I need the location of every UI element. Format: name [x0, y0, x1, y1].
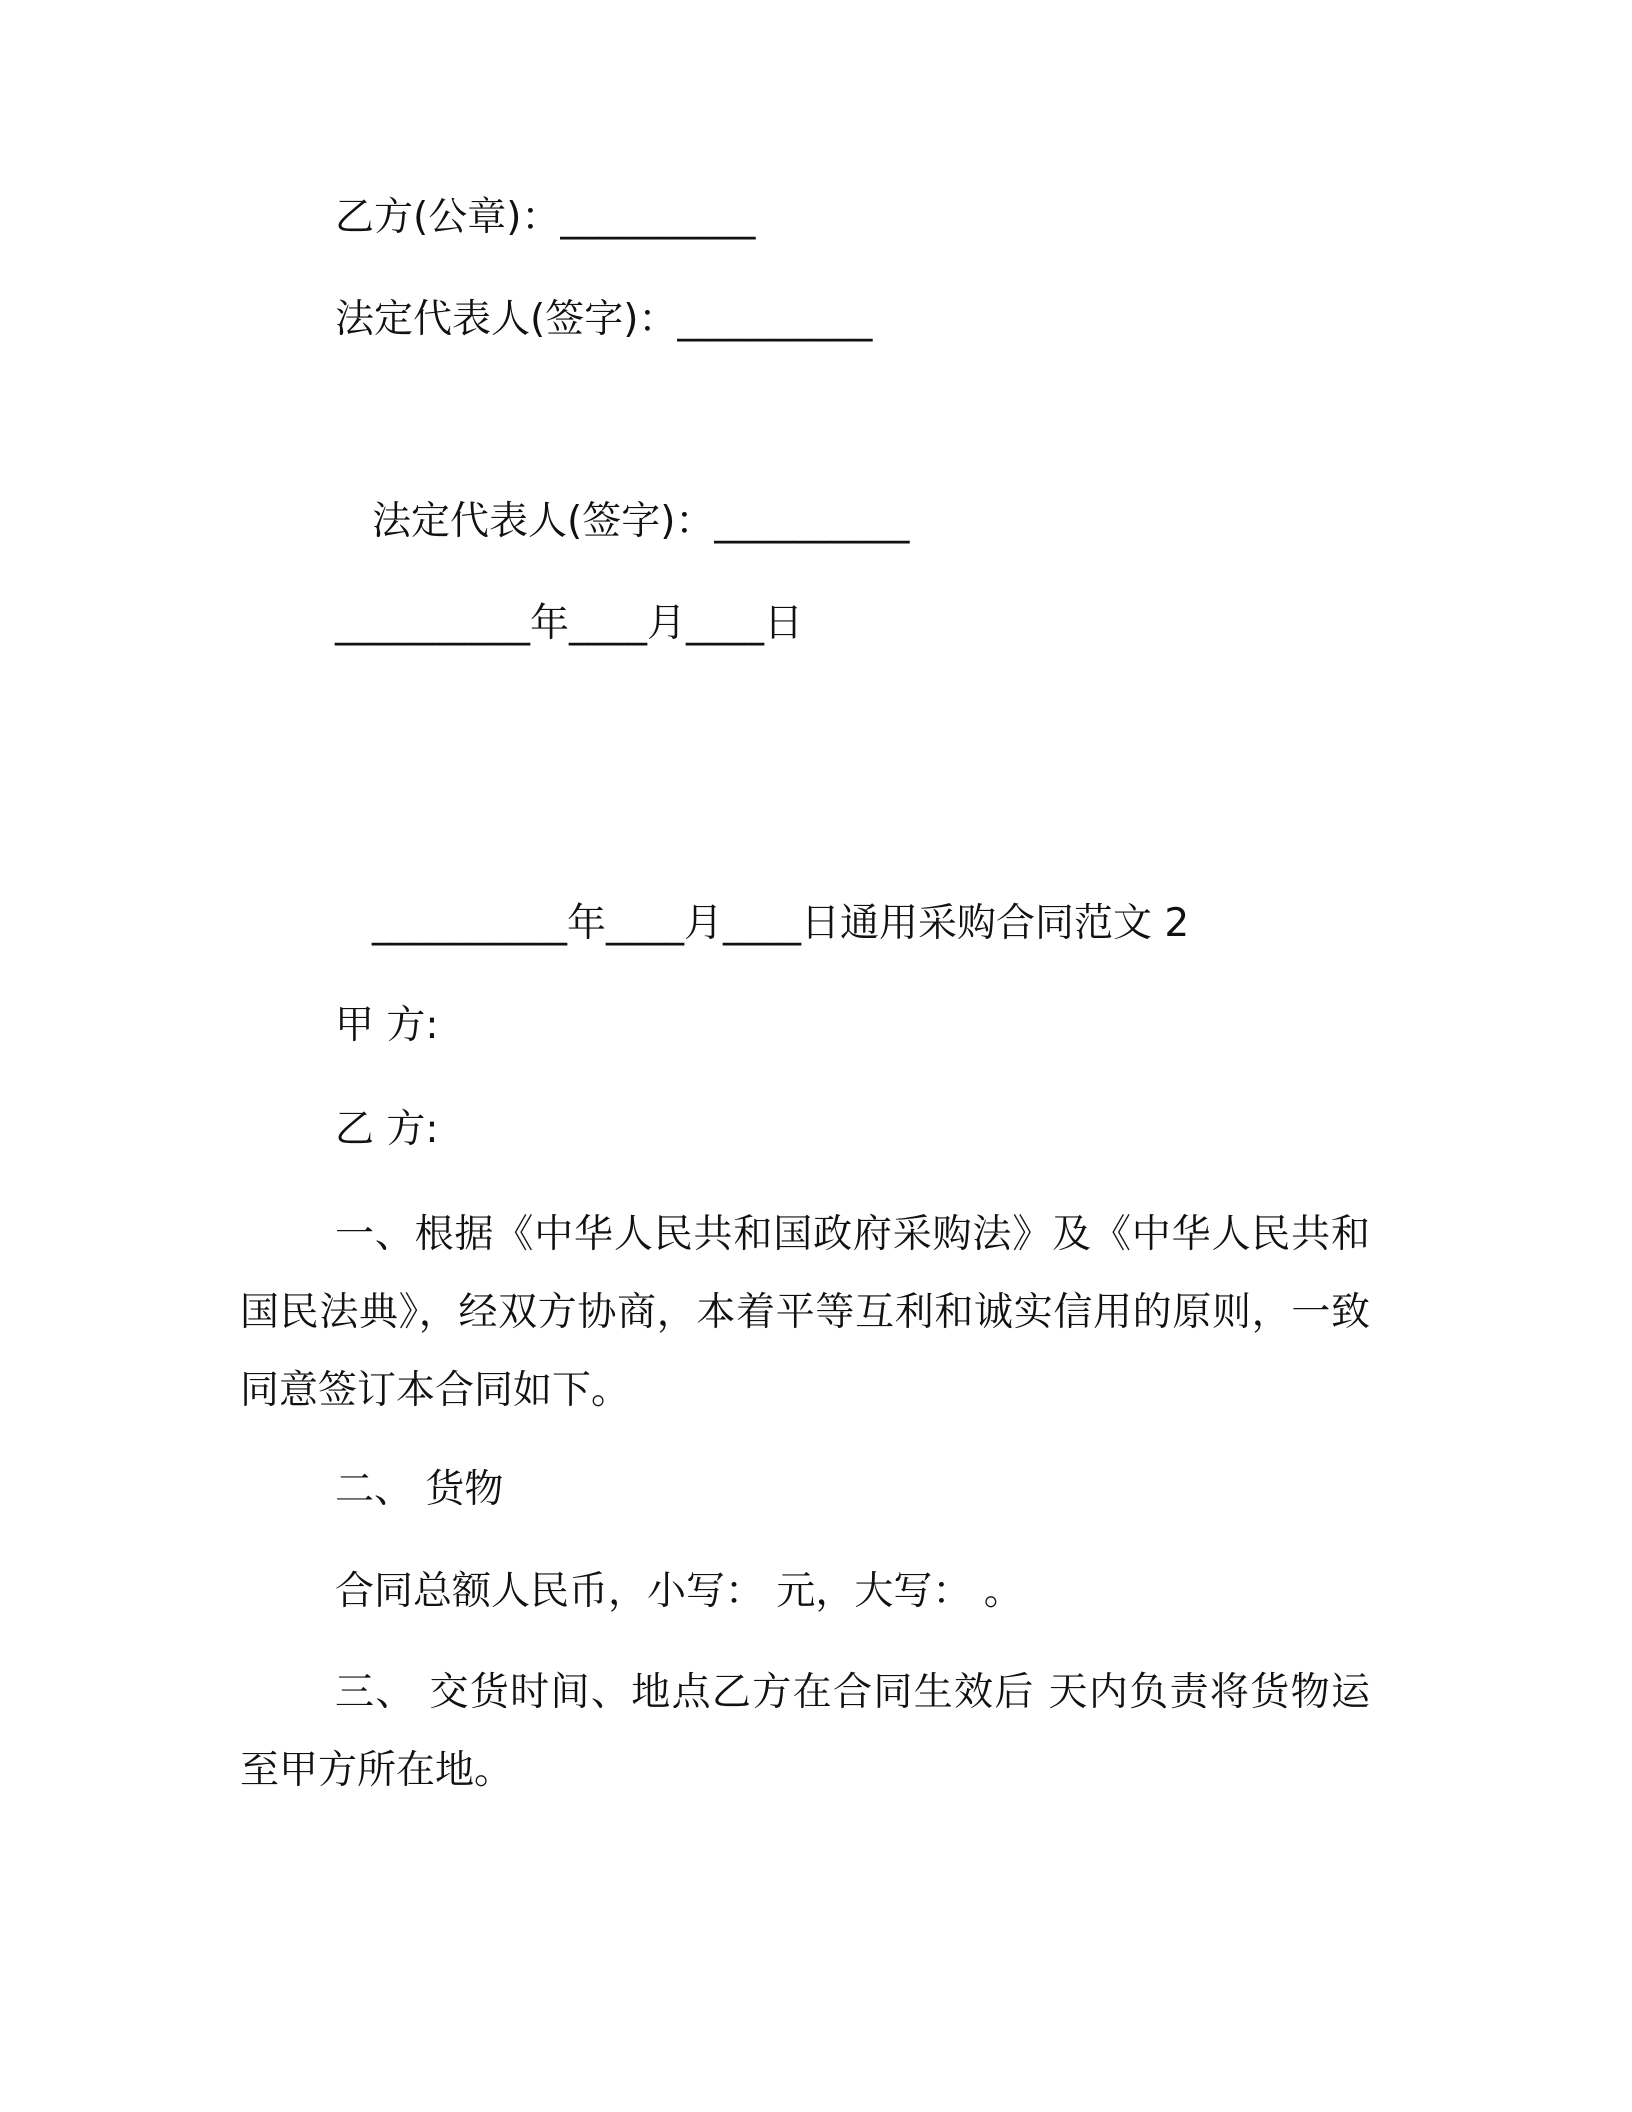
legal-rep-signature-line: 法定代表人(签字)：__________: [335, 297, 873, 342]
clause-2-heading: 二、 货物: [335, 1467, 504, 1512]
clause-1-paragraph: 一、根据《中华人民共和国政府采购法》及《中华人民共和国民法典》，经双方协商，本着平等互利和诚实信用的原则，一致同意签订本合同如下。: [240, 1212, 1370, 1413]
party-b-seal-line: 乙方(公章)：__________: [335, 195, 756, 240]
contract-title: __________年____月____日通用采购合同范文 2: [372, 901, 1190, 946]
party-a-label: 甲 方:: [335, 1003, 439, 1048]
contract-amount-line: 合同总额人民币，小写： 元，大写： 。: [335, 1569, 1023, 1614]
clause-3-paragraph: 三、 交货时间、地点乙方在合同生效后 天内负责将货物运至甲方所在地。: [240, 1670, 1370, 1793]
signature-date-line: __________年____月____日: [335, 601, 804, 646]
party-b-label: 乙 方:: [335, 1107, 439, 1152]
legal-rep-signature-line-2: 法定代表人(签字)：__________: [372, 499, 910, 544]
